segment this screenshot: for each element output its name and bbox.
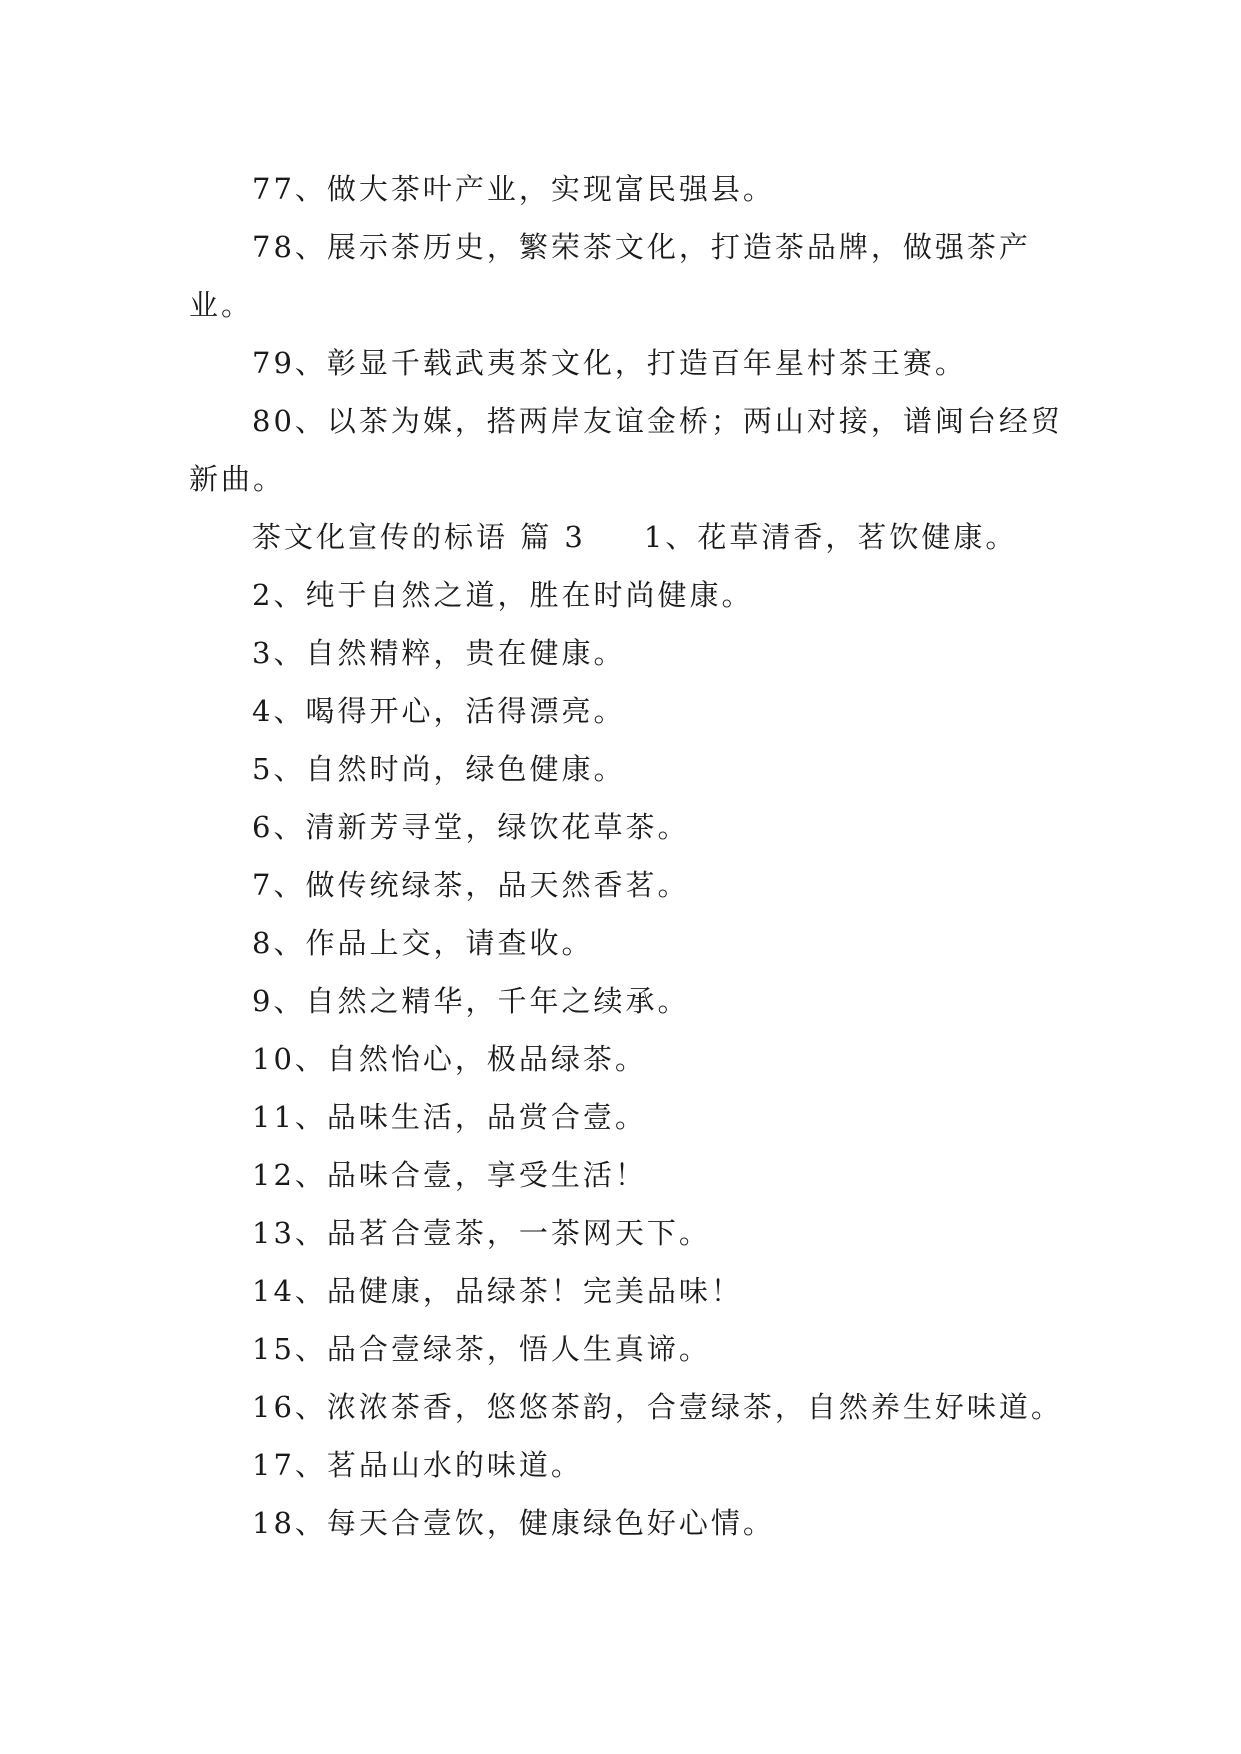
document-page [189, 160, 1069, 1552]
list-item-5: 5、自然时尚，绿色健康。 [252, 752, 626, 786]
list-item-6: 6、清新芳寻堂，绿饮花草茶。 [252, 810, 690, 844]
list-item-14: 14、品健康，品绿茶！完美品味！ [252, 1274, 743, 1308]
list-item-18: 18、每天合壹饮，健康绿色好心情。 [252, 1506, 775, 1540]
paragraph-77: 77、做大茶叶产业，实现富民强县。 [252, 172, 775, 206]
list-item-10: 10、自然怡心，极品绿茶。 [252, 1042, 647, 1076]
list-item-2: 2、纯于自然之道，胜在时尚健康。 [252, 578, 754, 612]
list-item-3: 3、自然精粹，贵在健康。 [252, 636, 626, 670]
paragraph-79: 79、彰显千载武夷茶文化，打造百年星村茶王赛。 [252, 346, 967, 380]
list-item-4: 4、喝得开心，活得漂亮。 [252, 694, 626, 728]
list-item-11: 11、品味生活，品赏合壹。 [252, 1100, 647, 1134]
paragraph-78: 78、展示茶历史，繁荣茶文化，打造茶品牌，做强茶产业。 [189, 230, 1031, 322]
list-item-9: 9、自然之精华，千年之续承。 [252, 984, 690, 1018]
list-item-12: 12、品味合壹，享受生活！ [252, 1158, 647, 1192]
list-item-7: 7、做传统绿茶，品天然香茗。 [252, 868, 690, 902]
list-item-17: 17、茗品山水的味道。 [252, 1448, 583, 1482]
section-title: 茶文化宣传的标语 篇 3 [252, 520, 586, 554]
section-heading-line [189, 508, 1069, 566]
list-item-13: 13、品茗合壹茶，一茶网天下。 [252, 1216, 711, 1250]
list-item-1: 1、花草清香，茗饮健康。 [643, 520, 1018, 554]
paragraph-80: 80、以茶为媒，搭两岸友谊金桥；两山对接，谱闽台经贸新曲。 [189, 404, 1063, 496]
list-item-8: 8、作品上交，请查收。 [252, 926, 594, 960]
list-item-15: 15、品合壹绿茶，悟人生真谛。 [252, 1332, 711, 1366]
list-item-16: 16、浓浓茶香，悠悠茶韵，合壹绿茶，自然养生好味道。 [252, 1390, 1063, 1424]
